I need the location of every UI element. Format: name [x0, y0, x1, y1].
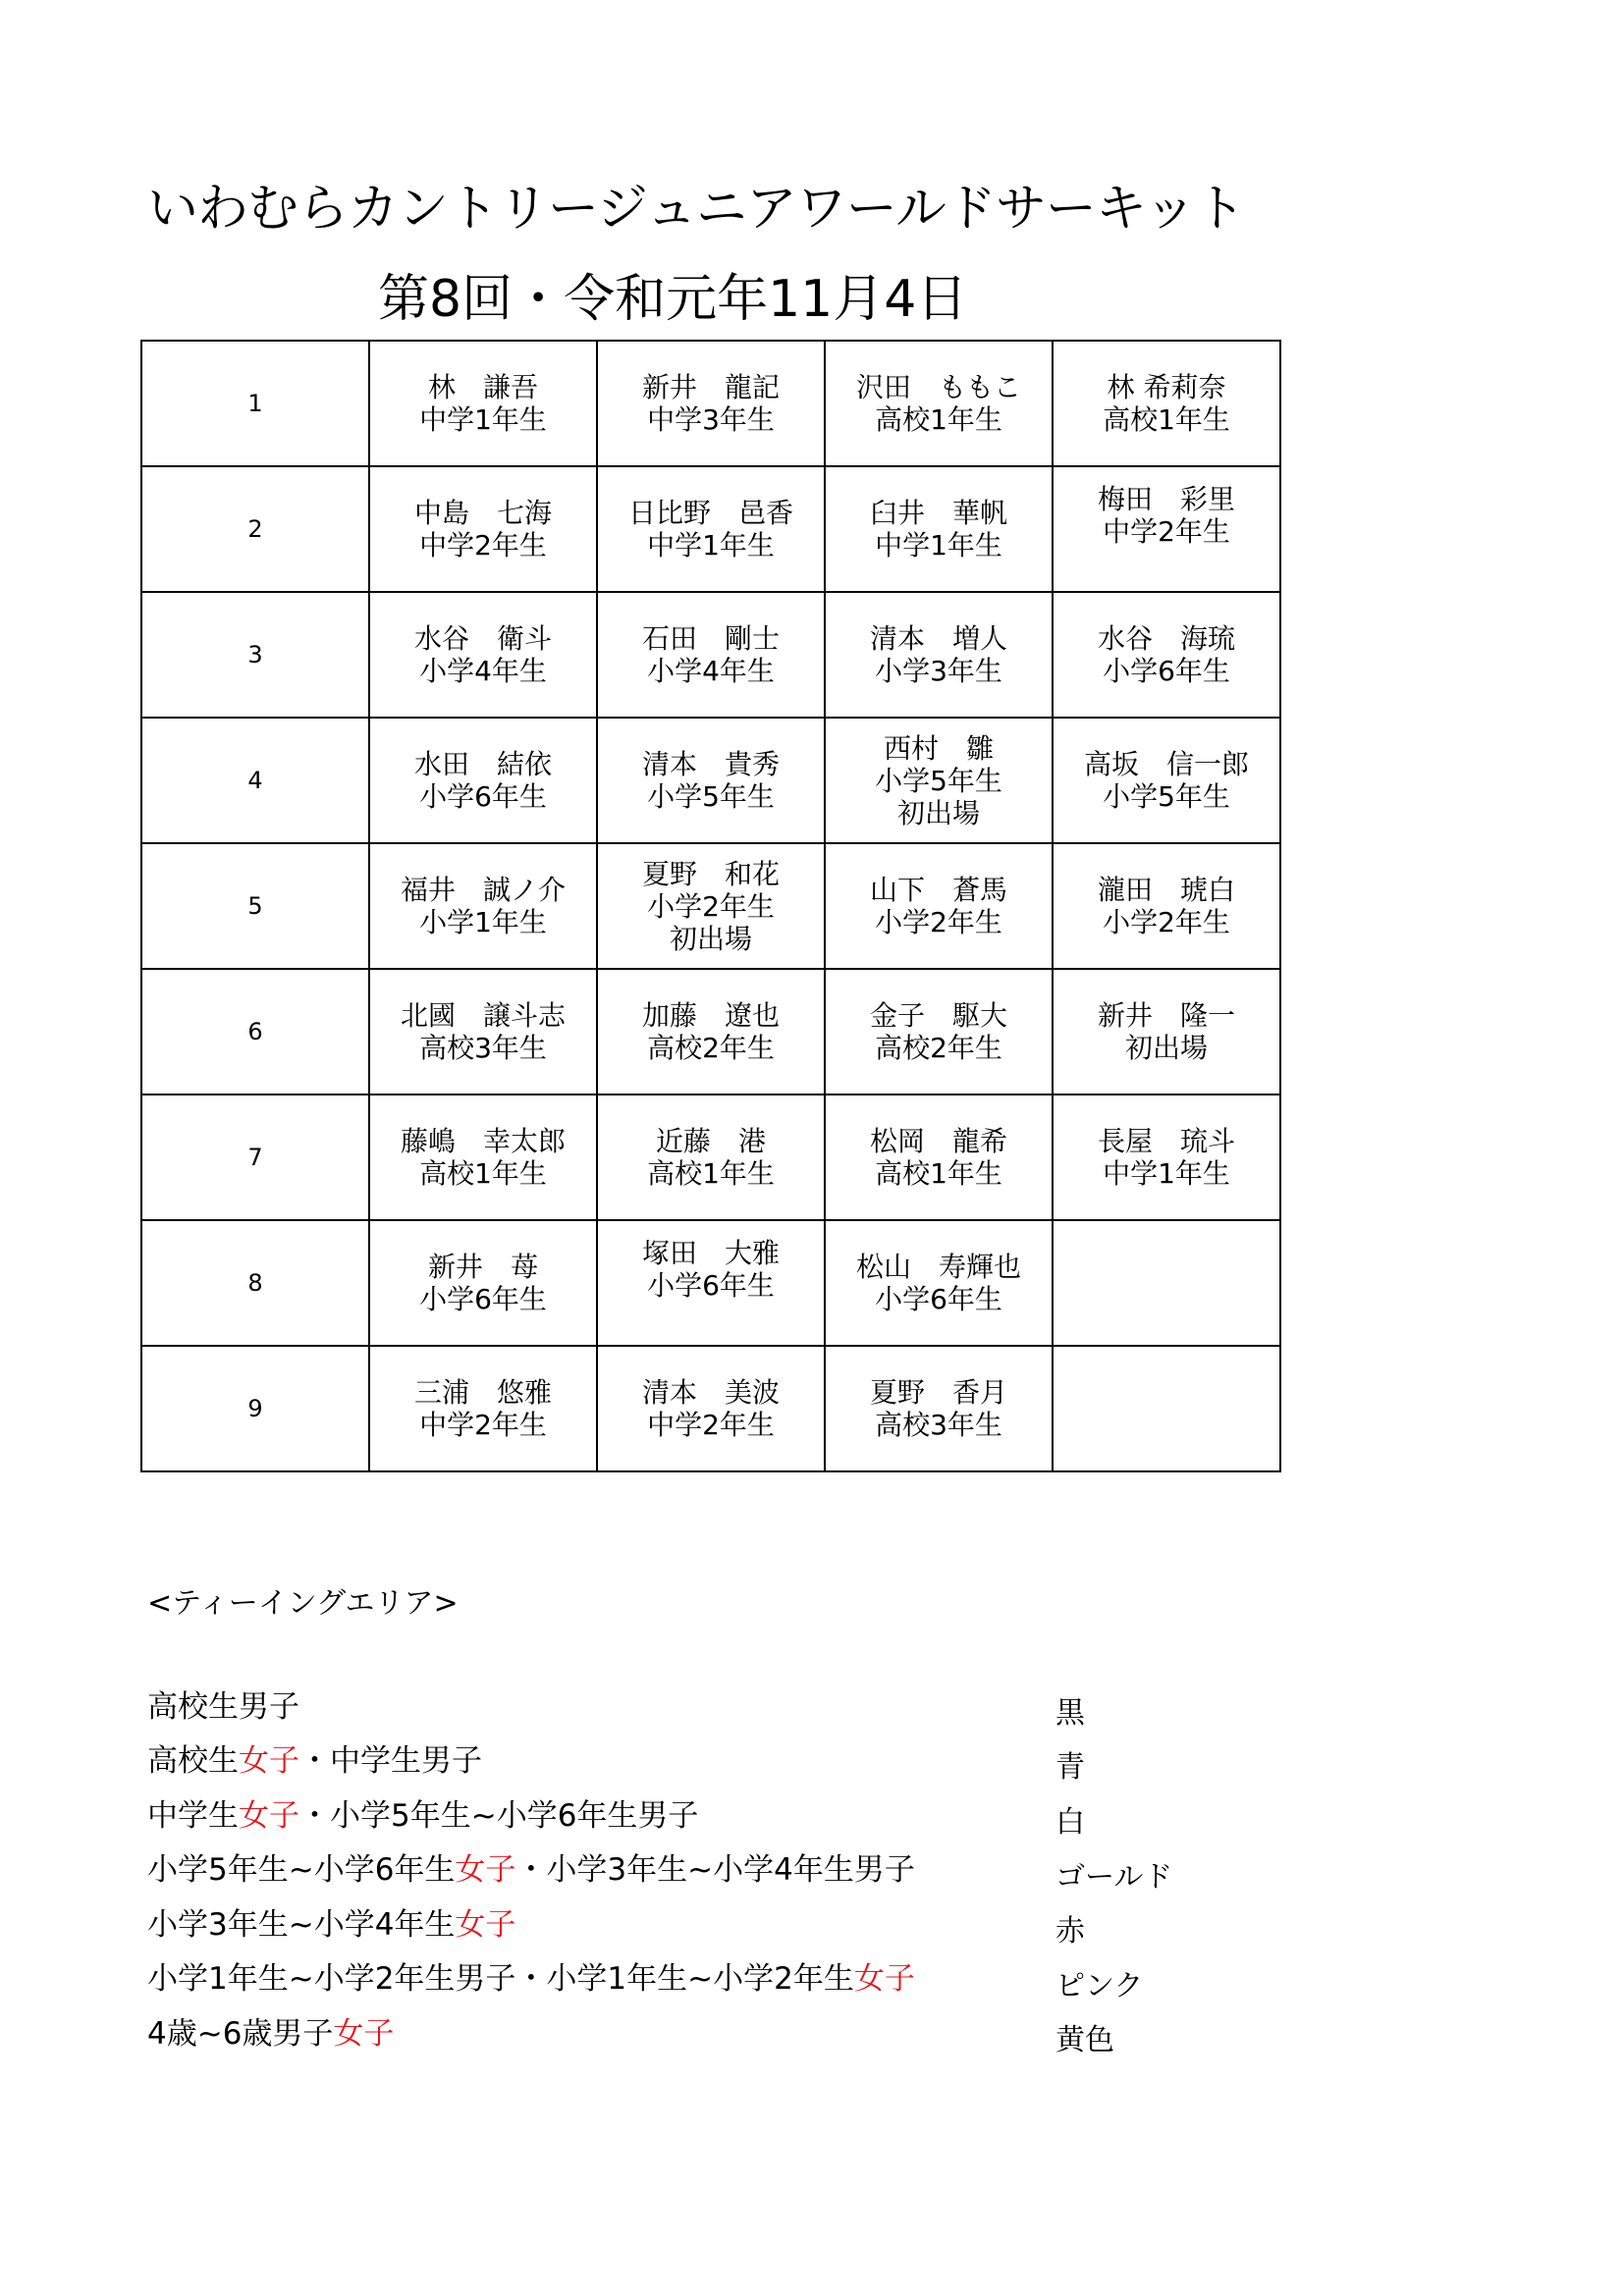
player-grade: 小学6年生 — [1103, 655, 1230, 687]
player-name: 西村 雛 — [883, 731, 994, 765]
player-cell — [597, 1220, 825, 1346]
first-appearance-note: 初出場 — [669, 922, 752, 955]
player-cell — [597, 843, 825, 969]
group-number: 6 — [141, 969, 369, 1095]
player-grade: 高校1年生 — [647, 1157, 775, 1190]
player-grade: 初出場 — [1124, 1032, 1208, 1064]
first-appearance-note: 初出場 — [896, 796, 980, 829]
group-number: 2 — [141, 466, 369, 592]
category-girls-label: 女子 — [455, 1907, 516, 1943]
player-cell — [1053, 592, 1280, 718]
player-name: 水谷 海琉 — [1097, 622, 1235, 655]
page-subtitle: 第8回・令和元年11月4日 — [378, 270, 968, 329]
category-text: ・小学3年生~小学4年生男子 — [515, 1852, 915, 1888]
category-girls-label: 女子 — [333, 2016, 395, 2052]
player-cell — [369, 1095, 597, 1220]
player-cell — [369, 1220, 597, 1346]
player-cell — [825, 1220, 1053, 1346]
category-text: 小学1年生~小学2年生男子・小学1年生~小学2年生 — [147, 1961, 854, 1997]
player-name: 加藤 遼也 — [641, 999, 780, 1032]
category-girls-label: 女子 — [239, 1798, 299, 1834]
player-name: 松山 寿輝也 — [855, 1251, 1021, 1283]
player-cell — [825, 592, 1053, 718]
player-name: 石田 剛士 — [641, 622, 780, 655]
player-name: 福井 誠ノ介 — [400, 874, 566, 906]
player-cell — [369, 718, 597, 843]
player-grade: 中学2年生 — [647, 1409, 775, 1441]
player-grade: 小学5年生 — [875, 764, 1002, 797]
player-grade: 高校2年生 — [647, 1032, 775, 1064]
tee-category — [147, 1790, 698, 1835]
player-grade: 小学5年生 — [647, 780, 775, 813]
player-cell — [1053, 718, 1280, 843]
group-row — [141, 843, 1280, 969]
player-cell — [369, 466, 597, 592]
tee-color: ゴールド — [1055, 1860, 1173, 1895]
pairing-table — [140, 340, 1281, 1472]
player-cell — [369, 341, 597, 466]
group-row — [141, 1095, 1280, 1220]
player-name: 清本 貴秀 — [641, 748, 780, 780]
player-name: 新井 隆一 — [1097, 999, 1235, 1032]
tee-color: 青 — [1055, 1750, 1085, 1785]
player-name: 梅田 彩里 — [1097, 483, 1235, 515]
player-name: 長屋 琉斗 — [1097, 1125, 1235, 1157]
tee-color: 黄色 — [1055, 2023, 1114, 2057]
player-grade: 小学6年生 — [419, 1283, 547, 1315]
category-text: 高校生男子 — [147, 1689, 299, 1725]
tee-color: 赤 — [1055, 1914, 1085, 1949]
tee-color: 白 — [1055, 1805, 1085, 1840]
player-cell — [597, 969, 825, 1095]
category-text: 高校生 — [147, 1743, 239, 1779]
player-cell — [825, 466, 1053, 592]
player-name: 水田 結依 — [413, 748, 552, 780]
player-cell — [597, 1346, 825, 1471]
teeing-area-heading: <ティーイングエリア> — [147, 1586, 459, 1621]
player-grade: 小学2年生 — [875, 906, 1002, 938]
player-name: 新井 龍記 — [641, 371, 780, 403]
player-grade: 高校3年生 — [875, 1409, 1002, 1441]
player-name: 林 謙吾 — [427, 371, 538, 403]
player-grade: 中学1年生 — [875, 529, 1002, 561]
player-cell — [825, 843, 1053, 969]
group-number: 7 — [141, 1095, 369, 1220]
player-grade: 高校2年生 — [875, 1032, 1002, 1064]
player-cell — [1053, 466, 1280, 592]
player-cell — [825, 718, 1053, 843]
category-text: 中学生 — [147, 1798, 239, 1834]
player-cell — [369, 843, 597, 969]
player-cell — [1053, 843, 1280, 969]
category-text: ・小学5年生~小学6年生男子 — [299, 1798, 699, 1834]
category-text: 小学5年生~小学6年生 — [147, 1852, 456, 1888]
page-title: いわむらカントリージュニアワールドサーキット — [147, 180, 1245, 239]
player-name: 新井 苺 — [427, 1251, 538, 1283]
tee-category — [147, 1899, 515, 1944]
player-name: 金子 駆大 — [869, 999, 1007, 1032]
player-name: 夏野 香月 — [869, 1376, 1007, 1409]
player-name: 清本 美波 — [641, 1376, 780, 1409]
player-grade: 小学1年生 — [419, 906, 547, 938]
player-name: 中島 七海 — [413, 497, 552, 529]
player-name: 林 希莉奈 — [1107, 371, 1226, 403]
player-grade: 小学5年生 — [1103, 780, 1230, 813]
player-grade: 中学1年生 — [419, 403, 547, 436]
player-name: 沢田 ももこ — [855, 371, 1021, 403]
player-name: 瀧田 琥白 — [1097, 874, 1235, 906]
player-grade: 小学4年生 — [647, 655, 775, 687]
player-cell — [1053, 1220, 1280, 1346]
tee-category — [147, 1735, 482, 1780]
player-grade: 中学2年生 — [1103, 515, 1230, 548]
player-name: 北國 譲斗志 — [400, 999, 566, 1032]
player-cell — [1053, 969, 1280, 1095]
player-grade: 小学6年生 — [647, 1269, 775, 1302]
player-grade: 小学2年生 — [647, 889, 775, 923]
player-cell — [597, 718, 825, 843]
category-text: 小学3年生~小学4年生 — [147, 1907, 456, 1943]
player-grade: 高校3年生 — [419, 1032, 547, 1064]
group-row — [141, 466, 1280, 592]
player-name: 清本 増人 — [869, 622, 1007, 655]
player-cell — [369, 1346, 597, 1471]
group-row — [141, 1220, 1280, 1346]
player-cell — [597, 466, 825, 592]
player-name: 夏野 和花 — [641, 857, 780, 890]
player-name: 松岡 龍希 — [869, 1125, 1007, 1157]
player-name: 三浦 悠雅 — [413, 1376, 552, 1409]
player-cell — [597, 592, 825, 718]
player-cell — [369, 969, 597, 1095]
group-number: 3 — [141, 592, 369, 718]
player-grade: 小学2年生 — [1103, 906, 1230, 938]
player-name: 水谷 衛斗 — [413, 622, 552, 655]
player-name: 山下 蒼馬 — [869, 874, 1007, 906]
tee-category — [147, 1682, 299, 1726]
player-grade: 高校1年生 — [419, 1157, 547, 1190]
player-grade: 小学4年生 — [419, 655, 547, 687]
player-grade: 高校1年生 — [875, 1157, 1002, 1190]
tee-category — [147, 1844, 915, 1889]
player-grade: 中学2年生 — [419, 1409, 547, 1441]
group-row — [141, 1346, 1280, 1471]
player-cell — [825, 1095, 1053, 1220]
category-text: 4歳~6歳男子 — [147, 2016, 334, 2052]
group-number: 8 — [141, 1220, 369, 1346]
player-name: 近藤 港 — [655, 1125, 766, 1157]
player-cell — [1053, 1346, 1280, 1471]
player-name: 塚田 大雅 — [641, 1237, 780, 1269]
category-text: ・中学生男子 — [299, 1743, 482, 1779]
group-number: 1 — [141, 341, 369, 466]
player-grade: 中学3年生 — [647, 403, 775, 436]
group-row — [141, 718, 1280, 843]
tee-color: ピンク — [1055, 1969, 1144, 2003]
tee-category — [147, 1953, 915, 1998]
player-cell — [1053, 341, 1280, 466]
player-cell — [369, 592, 597, 718]
tee-category — [147, 2008, 394, 2053]
player-grade: 中学1年生 — [1103, 1157, 1230, 1190]
category-girls-label: 女子 — [239, 1743, 299, 1779]
group-number: 5 — [141, 843, 369, 969]
player-name: 臼井 華帆 — [869, 497, 1007, 529]
player-name: 日比野 邑香 — [627, 497, 793, 529]
player-name: 藤嶋 幸太郎 — [400, 1125, 566, 1157]
player-grade: 高校1年生 — [875, 403, 1002, 436]
player-cell — [825, 969, 1053, 1095]
tee-color: 黒 — [1055, 1696, 1085, 1731]
player-grade: 小学6年生 — [419, 780, 547, 813]
group-row — [141, 969, 1280, 1095]
player-cell — [1053, 1095, 1280, 1220]
player-grade: 小学6年生 — [875, 1283, 1002, 1315]
group-number: 9 — [141, 1346, 369, 1471]
player-cell — [825, 341, 1053, 466]
player-grade: 高校1年生 — [1103, 403, 1230, 436]
group-number: 4 — [141, 718, 369, 843]
player-cell — [825, 1346, 1053, 1471]
category-girls-label: 女子 — [853, 1961, 915, 1997]
player-grade: 中学1年生 — [647, 529, 775, 561]
player-cell — [597, 341, 825, 466]
group-row — [141, 592, 1280, 718]
player-grade: 小学3年生 — [875, 655, 1002, 687]
player-grade: 中学2年生 — [419, 529, 547, 561]
category-girls-label: 女子 — [455, 1852, 516, 1888]
player-name: 高坂 信一郎 — [1083, 748, 1249, 780]
group-row — [141, 341, 1280, 466]
player-cell — [597, 1095, 825, 1220]
